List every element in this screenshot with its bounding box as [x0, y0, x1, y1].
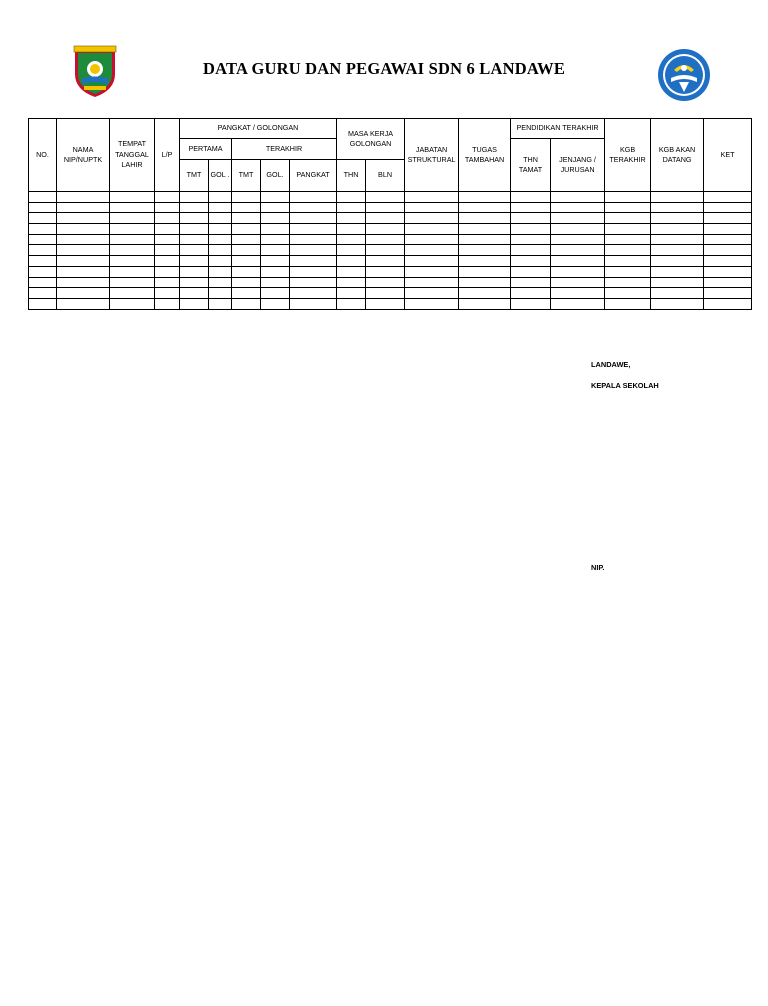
table-cell	[57, 277, 110, 288]
table-body	[29, 192, 752, 310]
table-cell	[29, 298, 57, 309]
table-cell	[605, 213, 651, 224]
table-cell	[651, 224, 704, 235]
table-cell	[29, 224, 57, 235]
table-cell	[605, 256, 651, 267]
table-cell	[337, 288, 366, 299]
table-cell	[155, 277, 180, 288]
table-cell	[110, 234, 155, 245]
table-cell	[261, 256, 290, 267]
table-cell	[290, 298, 337, 309]
table-cell	[290, 256, 337, 267]
table-cell	[405, 192, 459, 203]
table-row	[29, 256, 752, 267]
table-cell	[366, 224, 405, 235]
table-cell	[704, 202, 752, 213]
table-cell	[405, 266, 459, 277]
table-cell	[29, 256, 57, 267]
table-cell	[57, 213, 110, 224]
table-cell	[511, 298, 551, 309]
table-cell	[232, 234, 261, 245]
table-cell	[110, 288, 155, 299]
table-cell	[110, 256, 155, 267]
table-cell	[232, 288, 261, 299]
table-cell	[232, 298, 261, 309]
staff-data-table	[28, 118, 752, 310]
table-cell	[511, 277, 551, 288]
table-cell	[110, 245, 155, 256]
table-row	[29, 288, 752, 299]
header-jabatan: JABATAN STRUKTURAL	[405, 119, 459, 192]
table-cell	[511, 288, 551, 299]
table-cell	[366, 234, 405, 245]
table-cell	[57, 245, 110, 256]
table-cell	[651, 213, 704, 224]
table-cell	[29, 192, 57, 203]
table-cell	[704, 245, 752, 256]
table-cell	[405, 224, 459, 235]
table-cell	[57, 234, 110, 245]
table-cell	[290, 213, 337, 224]
table-cell	[261, 234, 290, 245]
table-cell	[651, 202, 704, 213]
table-cell	[511, 192, 551, 203]
table-cell	[405, 288, 459, 299]
table-cell	[57, 256, 110, 267]
table-cell	[459, 266, 511, 277]
header-lp: L/P	[155, 119, 180, 192]
table-cell	[209, 213, 232, 224]
table-cell	[405, 202, 459, 213]
header-tmt-terakhir: TMT	[232, 160, 261, 192]
table-cell	[651, 288, 704, 299]
table-cell	[180, 298, 209, 309]
table-cell	[290, 277, 337, 288]
table-cell	[551, 192, 605, 203]
table-cell	[209, 298, 232, 309]
table-cell	[180, 234, 209, 245]
table-cell	[337, 192, 366, 203]
table-cell	[511, 256, 551, 267]
header-ttl: TEMPAT TANGGAL LAHIR	[110, 119, 155, 192]
table-cell	[651, 234, 704, 245]
table-cell	[605, 288, 651, 299]
table-cell	[110, 213, 155, 224]
page-title: DATA GURU DAN PEGAWAI SDN 6 LANDAWE	[202, 59, 566, 78]
table-cell	[459, 288, 511, 299]
table-cell	[605, 266, 651, 277]
table-cell	[337, 234, 366, 245]
table-cell	[180, 213, 209, 224]
table-cell	[180, 245, 209, 256]
table-cell	[180, 192, 209, 203]
table-cell	[232, 277, 261, 288]
table-cell	[29, 202, 57, 213]
table-cell	[29, 266, 57, 277]
table-cell	[232, 266, 261, 277]
header-pangkat-group: PANGKAT / GOLONGAN	[180, 119, 337, 139]
header-masa-kerja: MASA KERJA GOLONGAN	[337, 119, 405, 160]
table-cell	[290, 245, 337, 256]
table-cell	[261, 298, 290, 309]
table-cell	[366, 202, 405, 213]
table-cell	[261, 266, 290, 277]
table-cell	[337, 245, 366, 256]
table-cell	[366, 192, 405, 203]
header-pendidikan-group: PENDIDIKAN TERAKHIR	[511, 119, 605, 139]
table-cell	[180, 202, 209, 213]
table-row	[29, 202, 752, 213]
table-cell	[232, 245, 261, 256]
table-cell	[261, 202, 290, 213]
table-cell	[704, 298, 752, 309]
table-cell	[551, 298, 605, 309]
table-cell	[366, 245, 405, 256]
table-cell	[155, 256, 180, 267]
table-cell	[366, 213, 405, 224]
table-cell	[551, 288, 605, 299]
table-cell	[57, 224, 110, 235]
table-cell	[337, 266, 366, 277]
header-nama: NAMA NIP/NUPTK	[57, 119, 110, 192]
header-terakhir: TERAKHIR	[232, 139, 337, 160]
table-cell	[704, 277, 752, 288]
table-cell	[232, 224, 261, 235]
table-cell	[651, 277, 704, 288]
table-cell	[511, 202, 551, 213]
table-cell	[57, 192, 110, 203]
header-ket: KET	[704, 119, 752, 192]
table-cell	[110, 298, 155, 309]
table-cell	[551, 224, 605, 235]
header-jenjang: JENJANG / JURUSAN	[551, 139, 605, 192]
table-row	[29, 234, 752, 245]
table-row	[29, 277, 752, 288]
table-cell	[337, 213, 366, 224]
table-cell	[651, 245, 704, 256]
table-cell	[110, 192, 155, 203]
table-cell	[261, 288, 290, 299]
table-cell	[337, 298, 366, 309]
table-cell	[704, 288, 752, 299]
table-cell	[459, 277, 511, 288]
header-gol-terakhir: GOL.	[261, 160, 290, 192]
table-cell	[704, 266, 752, 277]
table-cell	[551, 213, 605, 224]
table-cell	[180, 224, 209, 235]
signature-position: KEPALA SEKOLAH	[591, 381, 659, 390]
table-cell	[209, 245, 232, 256]
table-cell	[459, 256, 511, 267]
table-cell	[511, 224, 551, 235]
table-cell	[405, 277, 459, 288]
table-cell	[605, 224, 651, 235]
table-cell	[459, 224, 511, 235]
table-row	[29, 213, 752, 224]
table-cell	[110, 202, 155, 213]
table-cell	[459, 245, 511, 256]
signature-nip: NIP.	[591, 563, 605, 572]
table-cell	[459, 298, 511, 309]
table-cell	[459, 202, 511, 213]
table-cell	[261, 224, 290, 235]
table-cell	[155, 234, 180, 245]
table-cell	[155, 288, 180, 299]
table-row	[29, 266, 752, 277]
table-cell	[261, 192, 290, 203]
table-cell	[366, 288, 405, 299]
table-cell	[29, 234, 57, 245]
table-cell	[209, 277, 232, 288]
header-kgb-akan: KGB AKAN DATANG	[651, 119, 704, 192]
table-cell	[405, 256, 459, 267]
table-cell	[290, 288, 337, 299]
table-cell	[209, 266, 232, 277]
table-row	[29, 298, 752, 309]
table-cell	[605, 192, 651, 203]
header-kgb: KGB TERAKHIR	[605, 119, 651, 192]
table-cell	[261, 277, 290, 288]
table-cell	[605, 202, 651, 213]
table-cell	[155, 245, 180, 256]
table-cell	[232, 256, 261, 267]
table-cell	[551, 266, 605, 277]
table-cell	[180, 256, 209, 267]
table-cell	[337, 224, 366, 235]
table-cell	[511, 213, 551, 224]
table-cell	[459, 192, 511, 203]
table-cell	[155, 213, 180, 224]
table-cell	[155, 192, 180, 203]
table-cell	[366, 256, 405, 267]
table-cell	[551, 256, 605, 267]
header-gol-pertama: GOL .	[209, 160, 232, 192]
table-cell	[605, 234, 651, 245]
table-cell	[290, 202, 337, 213]
table-row	[29, 245, 752, 256]
table-cell	[337, 256, 366, 267]
table-cell	[366, 266, 405, 277]
table-cell	[290, 234, 337, 245]
table-cell	[29, 213, 57, 224]
table-cell	[551, 202, 605, 213]
table-cell	[155, 298, 180, 309]
header-pangkat: PANGKAT	[290, 160, 337, 192]
table-row	[29, 224, 752, 235]
table-cell	[57, 298, 110, 309]
table-cell	[110, 224, 155, 235]
table-cell	[337, 277, 366, 288]
table-cell	[704, 256, 752, 267]
table-cell	[209, 202, 232, 213]
table-cell	[651, 298, 704, 309]
table-cell	[651, 192, 704, 203]
table-cell	[551, 234, 605, 245]
table-cell	[511, 234, 551, 245]
table-cell	[511, 266, 551, 277]
table-cell	[511, 245, 551, 256]
table-cell	[232, 192, 261, 203]
table-cell	[209, 192, 232, 203]
table-cell	[232, 202, 261, 213]
table-cell	[651, 256, 704, 267]
table-cell	[209, 256, 232, 267]
header-no: NO.	[29, 119, 57, 192]
table-cell	[155, 202, 180, 213]
table-cell	[290, 192, 337, 203]
table-cell	[551, 245, 605, 256]
table-cell	[459, 234, 511, 245]
header-tugas: TUGAS TAMBAHAN	[459, 119, 511, 192]
header-bln: BLN	[366, 160, 405, 192]
table-row	[29, 192, 752, 203]
table-cell	[261, 213, 290, 224]
table-cell	[180, 277, 209, 288]
table-cell	[704, 224, 752, 235]
table-cell	[209, 234, 232, 245]
table-cell	[651, 266, 704, 277]
table-cell	[704, 192, 752, 203]
table-cell	[704, 213, 752, 224]
table-cell	[337, 202, 366, 213]
table-cell	[110, 266, 155, 277]
table-cell	[290, 266, 337, 277]
table-cell	[232, 213, 261, 224]
table-cell	[366, 277, 405, 288]
table-cell	[57, 202, 110, 213]
table-cell	[405, 245, 459, 256]
table-cell	[180, 288, 209, 299]
table-cell	[155, 224, 180, 235]
header-pertama: PERTAMA	[180, 139, 232, 160]
table-cell	[405, 234, 459, 245]
table-cell	[366, 298, 405, 309]
table-cell	[57, 266, 110, 277]
table-cell	[29, 277, 57, 288]
table-cell	[704, 234, 752, 245]
signature-place: LANDAWE,	[591, 360, 631, 369]
table-cell	[180, 266, 209, 277]
table-cell	[209, 288, 232, 299]
table-cell	[290, 224, 337, 235]
header-thn-tamat: THN TAMAT	[511, 139, 551, 192]
header-tmt-pertama: TMT	[180, 160, 209, 192]
table-cell	[57, 288, 110, 299]
table-cell	[459, 213, 511, 224]
table-cell	[29, 245, 57, 256]
table-cell	[110, 277, 155, 288]
table-cell	[605, 245, 651, 256]
table-cell	[605, 298, 651, 309]
table-cell	[155, 266, 180, 277]
tut-wuri-handayani-icon	[657, 48, 711, 102]
table-cell	[261, 245, 290, 256]
table-cell	[551, 277, 605, 288]
table-cell	[605, 277, 651, 288]
table-cell	[209, 224, 232, 235]
table-cell	[405, 213, 459, 224]
table-cell	[405, 298, 459, 309]
header-thn: THN	[337, 160, 366, 192]
table-cell	[29, 288, 57, 299]
